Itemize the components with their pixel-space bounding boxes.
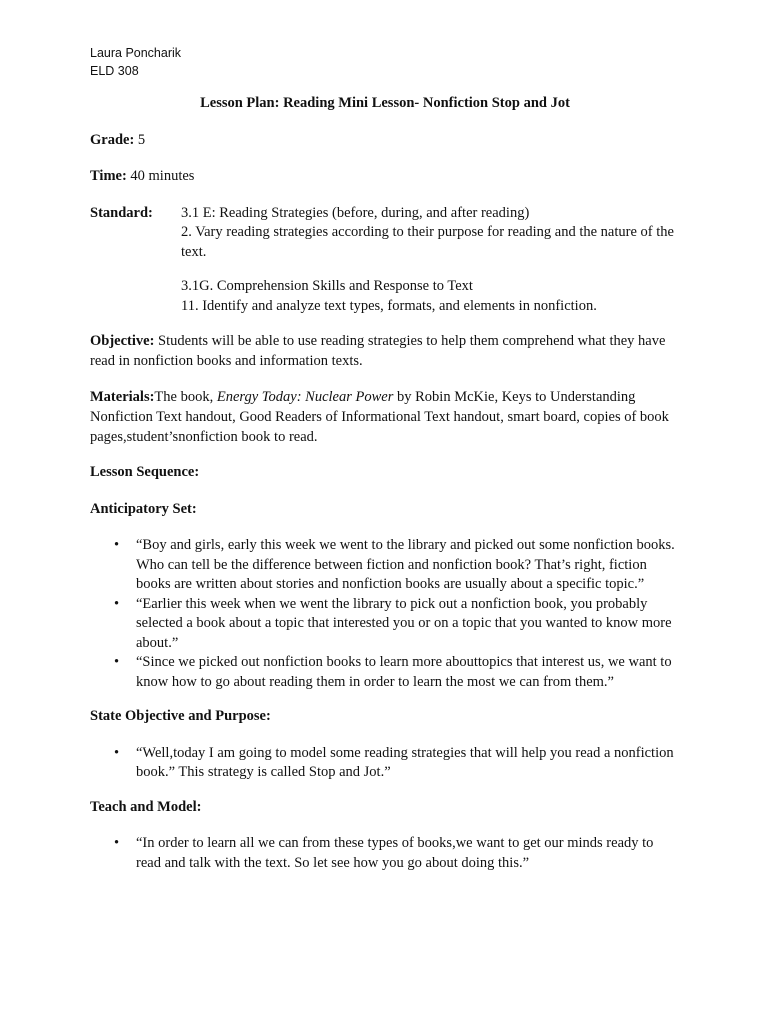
standard-1-detail: 2. Vary reading strategies according to their purpose for reading and the nature of the text. <box>181 224 674 260</box>
materials-field <box>90 387 680 447</box>
materials-book-title: Energy Today: Nuclear Power <box>216 389 394 405</box>
standard-label: Standard: <box>90 204 153 221</box>
teach-model-heading: Teach and Model: <box>90 798 202 815</box>
lesson-sequence-heading: Lesson Sequence: <box>90 464 200 480</box>
grade-label: Grade: <box>90 131 135 148</box>
document-title: Lesson Plan: Reading Mini Lesson- Nonfiction Stop and Jot <box>200 95 570 111</box>
objective-field <box>90 332 680 371</box>
time-field <box>90 167 680 187</box>
bullet-icon: • <box>114 744 120 761</box>
list-item-text: “Since we picked out nonfiction books to learn more abouttopics that interest us, we want to know how to go about reading them in order to learn the most we can from them.” <box>136 654 672 690</box>
standard-field <box>90 204 680 317</box>
bullet-icon: • <box>114 835 120 851</box>
standard-1-title: 3.1 E: Reading Strategies (before, during, and after reading) <box>181 204 530 221</box>
bullet-icon: • <box>114 595 120 612</box>
list-item <box>90 653 680 692</box>
grade-field <box>90 131 680 151</box>
objective-text: Students will be able to use reading strategies to help them comprehend what they have read in nonfiction books and information texts. <box>90 333 666 369</box>
author-name: Laura Poncharik <box>90 46 182 60</box>
standard-2-title: 3.1G. Comprehension Skills and Response to Text <box>181 278 473 294</box>
state-objective-list <box>90 744 680 783</box>
teach-model-list <box>90 834 680 873</box>
time-value: 40 minutes <box>126 168 195 184</box>
objective-label: Objective: <box>90 333 155 349</box>
list-item <box>90 834 680 873</box>
list-item-text: “In order to learn all we can from these types of books,we want to get our minds ready to read and talk with the text. So let see how you go about doing this.” <box>136 835 654 871</box>
bullet-icon: • <box>114 654 120 670</box>
standard-body <box>181 204 680 317</box>
list-item <box>90 536 680 595</box>
bullet-icon: • <box>114 537 120 553</box>
list-item-text: “Well,today I am going to model some reading strategies that will help you read a nonfiction book.” This strategy is called Stop and Jot.” <box>136 744 674 780</box>
course-code: ELD 308 <box>90 64 139 78</box>
anticipatory-set-heading: Anticipatory Set: <box>90 500 197 517</box>
lesson-plan-body <box>90 94 680 888</box>
list-item-text: “Boy and girls, early this week we went to the library and picked out some nonfiction books. Who can tell be the difference between fiction and nonfiction book? That’s right, fiction books are written about stories and nonfiction books are usually about a specific topic.” <box>136 537 675 592</box>
list-item-text: “Earlier this week when we went the library to pick out a nonfiction book, you probably selected a book about a topic that interested you or on a topic that you wanted to know more about.” <box>136 595 672 651</box>
grade-value: 5 <box>134 131 146 148</box>
list-item <box>90 595 680 654</box>
standard-2-detail: 11. Identify and analyze text types, formats, and elements in nonfiction. <box>181 297 597 314</box>
document-header <box>90 44 181 80</box>
time-label: Time: <box>90 168 127 184</box>
materials-text-post: by Robin McKie, Keys to Understanding Nonfiction Text handout, Good Readers of Informational Text handout, smart board, copies of book pages,student’snonfiction book to read. <box>90 389 669 445</box>
materials-text-pre: The book, <box>154 389 217 405</box>
state-objective-heading: State Objective and Purpose: <box>90 708 271 724</box>
materials-label: Materials: <box>90 389 155 405</box>
anticipatory-set-list <box>90 536 680 692</box>
list-item <box>90 744 680 783</box>
